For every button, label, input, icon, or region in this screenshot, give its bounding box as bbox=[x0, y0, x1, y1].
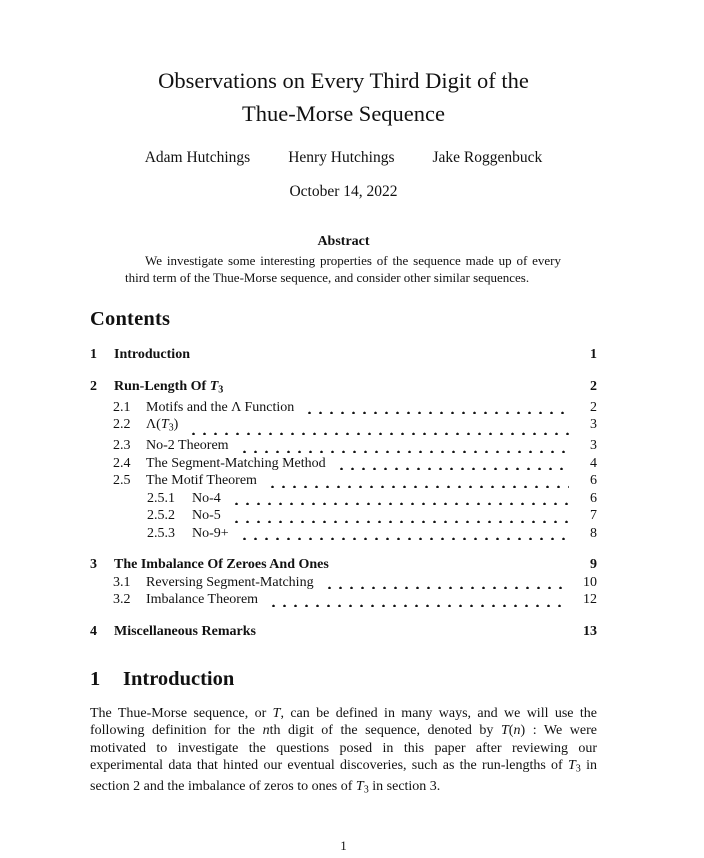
toc-entry-page: 7 bbox=[590, 508, 597, 524]
toc-entry bbox=[90, 346, 597, 364]
toc-entry-title: Miscellaneous Remarks bbox=[114, 623, 256, 639]
toc-entry-title: Λ(T3) bbox=[146, 417, 179, 434]
toc-entry-number: 2.4 bbox=[113, 455, 131, 471]
author-name: Jake Roggenbuck bbox=[432, 149, 543, 166]
toc-entry bbox=[90, 437, 597, 455]
toc-entry bbox=[90, 378, 597, 399]
toc-entry bbox=[90, 507, 597, 525]
toc-entry bbox=[90, 490, 597, 508]
toc-leader-dots bbox=[229, 519, 569, 523]
paper-date: October 14, 2022 bbox=[289, 183, 398, 200]
text-block bbox=[90, 0, 597, 799]
toc-entry-title: No-5 bbox=[192, 508, 221, 524]
author-name: Adam Hutchings bbox=[144, 149, 251, 166]
toc-leader-dots bbox=[334, 466, 569, 470]
toc-entry-title: The Segment-Matching Method bbox=[146, 455, 326, 471]
intro-paragraph: The Thue-Morse sequence, or T, can be defined in many ways, and we will use the following definition for the nth digit of the sequence, denoted by T(n) : We were motivated to investigate the questions posed in this paper after reviewing our experimental data that hinted our eventual discoveries, such as the run-lengths of T3 in section 2 and the imbalance of zeros to ones of T3 in section 3. bbox=[90, 706, 597, 796]
toc-leader-dots bbox=[264, 634, 569, 638]
toc-entry-page: 9 bbox=[590, 557, 597, 573]
toc-entry-number: 3.1 bbox=[113, 574, 131, 590]
toc-entry-title: The Imbalance Of Zeroes And Ones bbox=[114, 557, 329, 573]
toc-entry bbox=[90, 455, 597, 473]
toc-entry-page: 8 bbox=[590, 525, 597, 541]
toc-leader-dots bbox=[337, 568, 569, 572]
toc-entry-page: 6 bbox=[590, 490, 597, 506]
toc-entry-title: No-4 bbox=[192, 490, 221, 506]
toc-leader-dots bbox=[302, 410, 569, 414]
toc-leader-dots bbox=[265, 484, 569, 488]
section-heading bbox=[90, 666, 597, 692]
toc-entry-title: The Motif Theorem bbox=[146, 473, 257, 489]
toc-entry-page: 1 bbox=[590, 347, 597, 362]
toc-entry-title: No-9+ bbox=[192, 525, 229, 541]
toc-leader-dots bbox=[322, 585, 569, 589]
toc-entry-title: No-2 Theorem bbox=[146, 438, 229, 454]
toc-entry bbox=[90, 525, 597, 543]
toc-entry-number: 2.2 bbox=[113, 417, 131, 433]
toc-leader-dots bbox=[229, 501, 569, 505]
toc-entry-page: 6 bbox=[590, 473, 597, 489]
toc-entry-title: Motifs and the Λ Function bbox=[146, 399, 295, 415]
toc-entry-page: 4 bbox=[590, 455, 597, 471]
table-of-contents bbox=[90, 346, 597, 640]
toc-entry bbox=[90, 574, 597, 592]
toc-entry bbox=[90, 472, 597, 490]
toc-leader-dots bbox=[198, 358, 569, 362]
toc-entry-number: 4 bbox=[90, 623, 97, 639]
toc-leader-dots bbox=[237, 449, 569, 453]
toc-entry-number: 2.5 bbox=[113, 473, 131, 489]
toc-entry bbox=[90, 416, 597, 437]
toc-entry-page: 13 bbox=[583, 623, 597, 639]
toc-entry-number: 2.3 bbox=[113, 438, 131, 454]
toc-entry-page: 3 bbox=[590, 417, 597, 433]
toc-entry-number: 2.5.1 bbox=[147, 490, 175, 506]
authors-row bbox=[90, 148, 597, 168]
paper-title bbox=[90, 0, 597, 130]
toc-entry-number: 3.2 bbox=[113, 592, 131, 608]
section-title: Introduction bbox=[123, 668, 235, 691]
abstract-text: We investigate some interesting properties of the sequence made up of every third term of the Thue-Morse sequence, and consider other similar sequences. bbox=[125, 253, 561, 285]
toc-entry-number: 1 bbox=[90, 347, 97, 362]
section-number: 1 bbox=[90, 668, 101, 691]
toc-entry bbox=[90, 556, 597, 574]
toc-entry bbox=[90, 591, 597, 609]
toc-leader-dots bbox=[266, 603, 569, 607]
page-number: 1 bbox=[340, 838, 347, 853]
toc-entry-number: 2 bbox=[90, 378, 97, 394]
toc-entry-page: 3 bbox=[590, 438, 597, 454]
toc-leader-dots bbox=[237, 536, 569, 540]
toc-entry-number: 2.5.2 bbox=[147, 508, 175, 524]
contents-heading: Contents bbox=[90, 308, 171, 330]
toc-entry-number: 3 bbox=[90, 557, 97, 573]
paper-title-line1: Observations on Every Third Digit of the bbox=[158, 68, 529, 93]
author-name: Henry Hutchings bbox=[288, 149, 395, 166]
abstract-heading: Abstract bbox=[317, 234, 370, 249]
toc-entry-title: Imbalance Theorem bbox=[146, 592, 259, 608]
toc-entry-page: 12 bbox=[583, 592, 597, 608]
toc-entry-title: Introduction bbox=[114, 347, 190, 362]
toc-entry-title: Reversing Segment-Matching bbox=[146, 574, 314, 590]
toc-entry bbox=[90, 399, 597, 417]
toc-entry-page: 10 bbox=[583, 574, 597, 590]
toc-entry bbox=[90, 623, 597, 641]
toc-leader-dots bbox=[231, 393, 569, 397]
toc-entry-page: 2 bbox=[590, 399, 597, 415]
toc-entry-page: 2 bbox=[590, 378, 597, 394]
toc-entry-number: 2.5.3 bbox=[147, 525, 175, 541]
toc-leader-dots bbox=[186, 431, 569, 435]
paper-title-line2: Thue-Morse Sequence bbox=[241, 101, 446, 126]
toc-entry-number: 2.1 bbox=[113, 399, 131, 415]
toc-entry-title: Run-Length Of T3 bbox=[114, 378, 224, 396]
